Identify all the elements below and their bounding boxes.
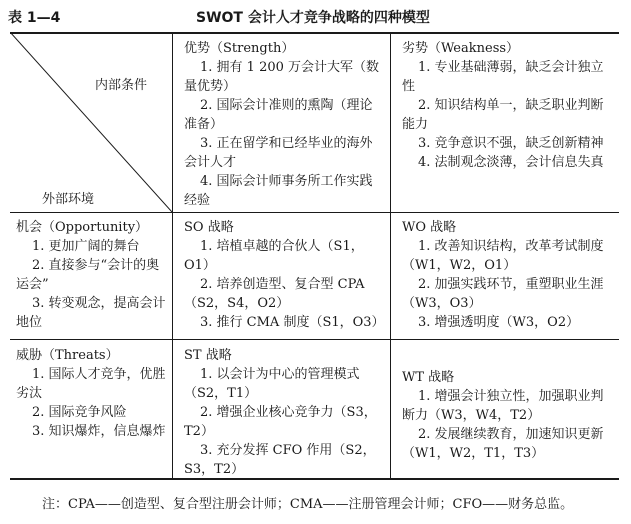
weakness-item: 4. 法制观念淡薄，会计信息失真	[418, 155, 604, 170]
strength-item: 1. 拥有 1 200 万会计大军（数量优势）	[184, 60, 380, 94]
weakness-item: 3. 竞争意识不强，缺乏创新精神	[418, 136, 604, 151]
table-caption	[0, 7, 631, 25]
strength-title: 优势（Strength）	[184, 41, 295, 56]
so-strategy-cell	[184, 218, 384, 332]
diagonal-line	[10, 32, 172, 212]
wo-strategy-cell	[402, 218, 614, 332]
weakness-item: 2. 知识结构单一，缺乏职业判断能力	[402, 98, 604, 132]
column-divider-1	[172, 32, 173, 480]
strength-cell	[184, 39, 384, 210]
st-strategy-item: 1. 以会计为中心的管理模式（S2，T1）	[184, 367, 360, 401]
row-divider-2	[10, 339, 619, 340]
wo-strategy-title: WO 战略	[402, 220, 457, 235]
column-divider-2	[390, 32, 391, 480]
threat-cell	[16, 346, 168, 441]
swot-table	[10, 32, 619, 480]
wt-strategy-item: 1. 增强会计独立性，加强职业判断力（W3，W4，T2）	[402, 389, 604, 423]
opportunity-cell	[16, 218, 168, 332]
weakness-title: 劣势（Weakness）	[402, 41, 520, 56]
wo-strategy-item: 3. 增强透明度（W3，O2）	[418, 315, 580, 330]
so-strategy-title: SO 战略	[184, 220, 234, 235]
table-title: SWOT 会计人才竞争战略的四种模型	[196, 10, 430, 26]
st-strategy-title: ST 战略	[184, 348, 232, 363]
st-strategy-cell	[184, 346, 384, 479]
strength-item: 2. 国际会计准则的熏陶（理论准备）	[184, 98, 373, 132]
threat-item: 2. 国际竞争风险	[32, 405, 127, 420]
table-footnote: 注：CPA——创造型、复合型注册会计师；CMA——注册管理会计师；CFO——财务总监。	[42, 497, 574, 512]
table-number: 表 1—4	[8, 10, 61, 26]
so-strategy-item: 1. 培植卓越的合伙人（S1，O1）	[184, 239, 364, 273]
strength-item: 4. 国际会计师事务所工作实践经验	[184, 174, 373, 208]
threat-title: 威胁（Threats）	[16, 348, 119, 363]
header-external-environment: 外部环境	[42, 192, 95, 207]
wt-strategy-title: WT 战略	[402, 370, 455, 385]
diagonal-header-cell	[10, 32, 172, 212]
weakness-item: 1. 专业基础薄弱，缺乏会计独立性	[402, 60, 604, 94]
weakness-cell	[402, 39, 614, 172]
st-strategy-item: 3. 充分发挥 CFO 作用（S2，S3，T2）	[184, 443, 376, 477]
threat-item: 3. 知识爆炸，信息爆炸	[32, 424, 166, 439]
threat-item: 1. 国际人才竞争，优胜劣汰	[16, 367, 166, 401]
opportunity-title: 机会（Opportunity）	[16, 220, 149, 235]
wo-strategy-item: 2. 加强实践环节，重塑职业生涯（W3，O3）	[402, 277, 604, 311]
wo-strategy-item: 1. 改善知识结构，改革考试制度（W1，W2，O1）	[402, 239, 604, 273]
header-internal-conditions: 内部条件	[95, 78, 148, 93]
opportunity-item: 1. 更加广阔的舞台	[32, 239, 140, 254]
row-divider-1	[10, 212, 619, 213]
st-strategy-item: 2. 增强企业核心竞争力（S3，T2）	[184, 405, 377, 439]
so-strategy-item: 2. 培养创造型、复合型 CPA（S2，S4，O2）	[184, 277, 365, 311]
wt-strategy-item: 2. 发展继续教育，加速知识更新（W1，W2，T1，T3）	[402, 427, 604, 461]
opportunity-item: 3. 转变观念，提高会计地位	[16, 296, 166, 330]
wt-strategy-cell	[402, 368, 614, 463]
opportunity-item: 2. 直接参与“会计的奥运会”	[16, 258, 160, 292]
strength-item: 3. 正在留学和已经毕业的海外会计人才	[184, 136, 373, 170]
so-strategy-item: 3. 推行 CMA 制度（S1，O3）	[200, 315, 385, 330]
